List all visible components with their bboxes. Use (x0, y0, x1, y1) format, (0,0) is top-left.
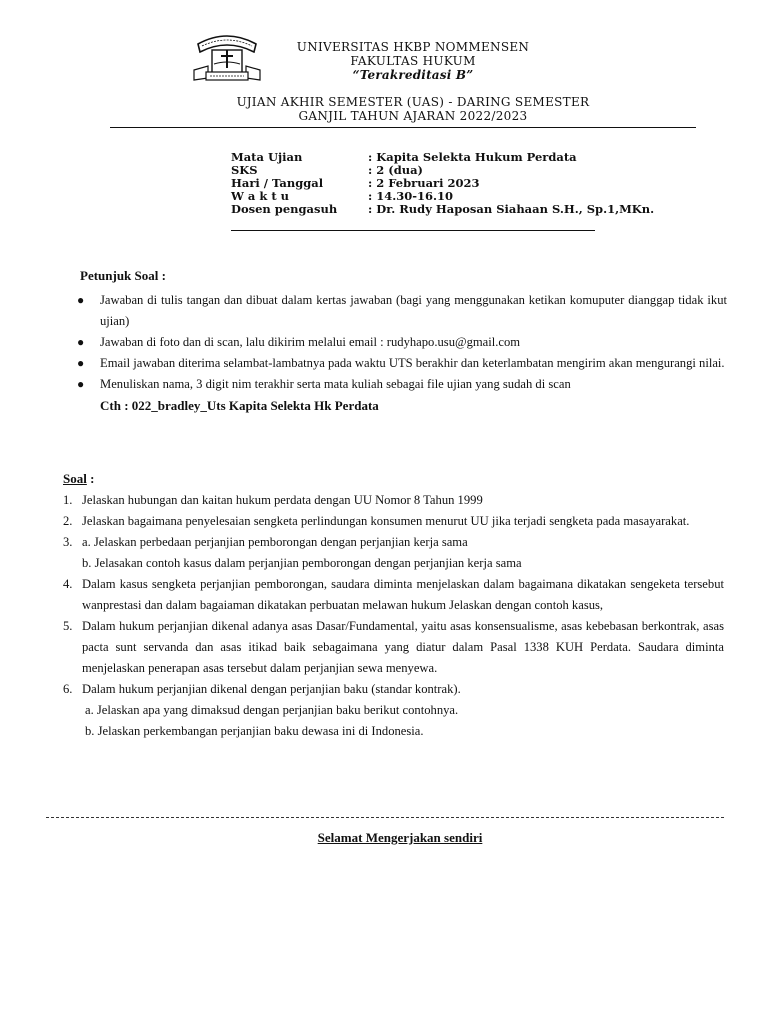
info-row (231, 151, 654, 164)
info-value: : Dr. Rudy Haposan Siahaan S.H., Sp.1,MKn. (368, 202, 655, 216)
faculty-name: FAKULTAS HUKUM (350, 54, 476, 68)
university-name: UNIVERSITAS HKBP NOMMENSEN (296, 40, 530, 54)
university-header (250, 40, 576, 82)
question-item (63, 490, 724, 511)
question-text: b. Jelasakan contoh kasus dalam perjanjian pemborongan dengan perjanjian kerja sama (82, 556, 522, 570)
info-value: : 2 Februari 2023 (368, 176, 480, 190)
question-number: 5. (63, 619, 73, 633)
instructions-list (77, 290, 727, 416)
question-item (63, 511, 724, 532)
exam-title-line1: UJIAN AKHIR SEMESTER (UAS) - DARING SEMESTER (236, 95, 590, 109)
info-row (231, 203, 654, 216)
instruction-text: Jawaban di foto dan di scan, lalu dikirim melalui email : rudyhapo.usu@gmail.com (100, 335, 521, 349)
exam-title (110, 95, 716, 123)
bullet-icon: ● (77, 335, 85, 349)
question-text: a. Jelaskan apa yang dimaksud dengan perjanjian baku berikut contohnya. (85, 703, 459, 717)
question-text: Dalam hukum perjanjian dikenal adanya asas Dasar/Fundamental, yaitu asas konsensualisme, asas kebebasan berkontrak, asas pacta sunt servanda dan asas itikad baik sebagaimana yang diatur dalam Pasal 1338 KUH Perdata. Saudara diminta menjelaskan penerapan asas tersebut dalam perjanjian sewa menyewa. (82, 619, 724, 675)
question-item (63, 574, 724, 616)
question-text: Dalam hukum perjanjian dikenal dengan perjanjian baku (standar kontrak). (82, 682, 461, 696)
question-number: 6. (63, 682, 73, 696)
info-value: : 2 (dua) (368, 163, 423, 177)
info-label: Dosen pengasuh (231, 202, 338, 216)
header-divider (110, 127, 696, 128)
question-item (63, 616, 724, 679)
bullet-icon: ● (77, 356, 85, 370)
info-label: Hari / Tanggal (231, 176, 324, 190)
accreditation-text: “Terakreditasi B” (352, 68, 474, 82)
instruction-text: Menuliskan nama, 3 digit nim terakhir serta mata kuliah sebagai file ujian yang sudah di scan (100, 377, 571, 391)
list-item (77, 290, 727, 332)
question-item (63, 532, 724, 553)
question-text: Jelaskan bagaimana penyelesaian sengketa perlindungan konsumen menurut UU jika terjadi sengketa pada masayarakat. (82, 514, 690, 528)
questions-heading-suffix: : (86, 471, 95, 486)
question-number: 2. (63, 514, 73, 528)
list-item (77, 374, 727, 395)
dashed-divider (46, 817, 724, 818)
info-label: Mata Ujian (231, 150, 303, 164)
question-number: 4. (63, 577, 73, 591)
question-text: b. Jelaskan perkembangan perjanjian baku dewasa ini di Indonesia. (85, 724, 424, 738)
questions-heading-label: Soal (63, 471, 87, 486)
question-number: 1. (63, 493, 73, 507)
question-item (63, 679, 724, 700)
question-number: 3. (63, 535, 73, 549)
instructions-heading: Petunjuk Soal : (80, 268, 166, 283)
question-subitem (63, 700, 724, 721)
bullet-icon: ● (77, 293, 85, 307)
list-item (77, 332, 727, 353)
info-label: W a k t u (231, 189, 290, 203)
bullet-icon: ● (77, 377, 85, 391)
info-divider (231, 230, 595, 231)
info-label: SKS (231, 163, 258, 177)
filename-example: Cth : 022_bradley_Uts Kapita Selekta Hk Perdata (100, 398, 379, 413)
exam-title-line2: GANJIL TAHUN AJARAN 2022/2023 (298, 109, 528, 123)
question-subitem (63, 553, 724, 574)
exam-info (231, 151, 654, 216)
instruction-text: Jawaban di tulis tangan dan dibuat dalam kertas jawaban (bagi yang menggunakan ketikan komuputer dianggap tidak ikut ujian) (100, 293, 727, 328)
info-value: : Kapita Selekta Hukum Perdata (368, 150, 577, 164)
question-text: Dalam kasus sengketa perjanjian pemborongan, saudara diminta menjelaskan dalam bagaimana dikatakan sengeketa tersebut wanprestasi dan dalam bagaiaman dikatakan perbuatan melawan hukum Jelaskan dengan contoh kasus, (82, 577, 724, 612)
questions-heading (63, 471, 94, 487)
list-item (77, 353, 727, 374)
question-text: Jelaskan hubungan dan kaitan hukum perdata dengan UU Nomor 8 Tahun 1999 (82, 493, 483, 507)
question-text: a. Jelaskan perbedaan perjanjian pemborongan dengan perjanjian kerja sama (82, 535, 468, 549)
questions-list (63, 490, 724, 742)
question-subitem (63, 721, 724, 742)
instruction-text: Email jawaban diterima selambat-lambatnya pada waktu UTS berakhir dan keterlambatan mengirim akan mengurangi nilai. (100, 356, 725, 370)
info-value: : 14.30-16.10 (368, 189, 454, 203)
closing-text: Selamat Mengerjakan sendiri (317, 830, 483, 845)
